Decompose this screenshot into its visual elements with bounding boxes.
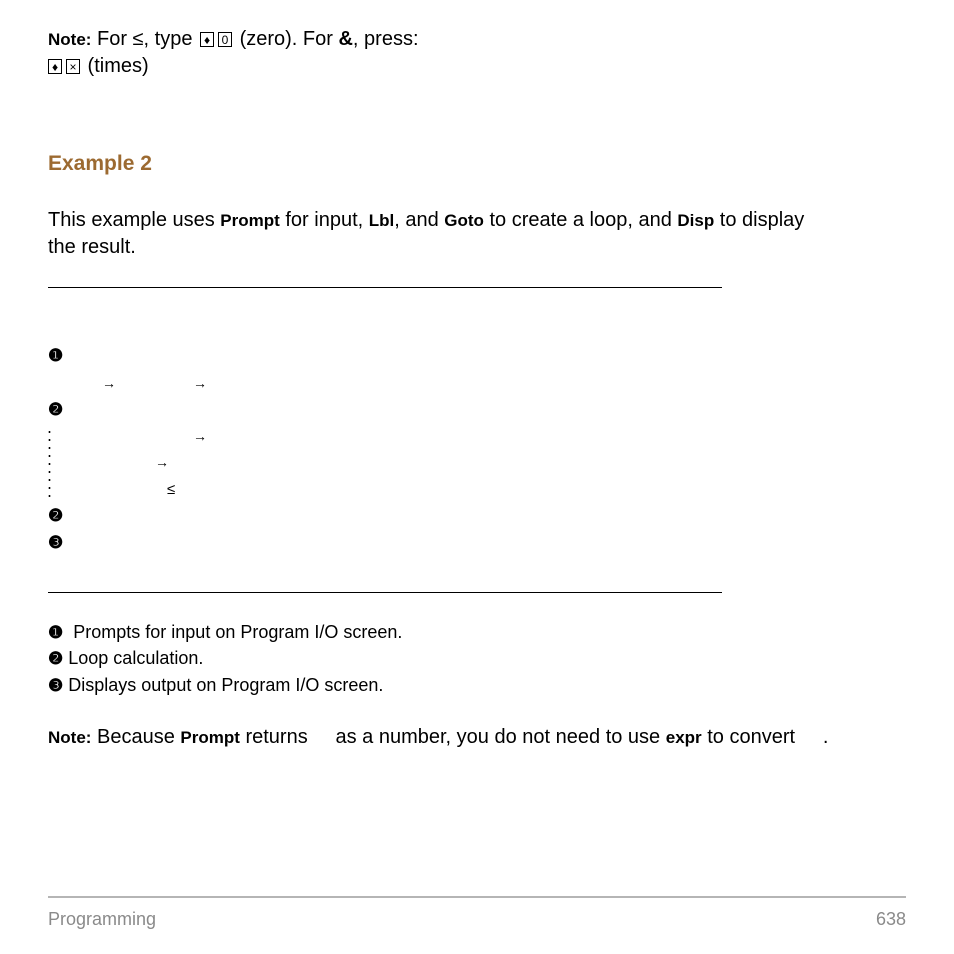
callout-marker-2: ❷ <box>48 400 64 419</box>
callout-legend-item <box>48 621 402 643</box>
callout-marker-3: ❸ <box>48 676 64 695</box>
bottom-note <box>48 724 828 751</box>
note-label: Note: <box>48 728 92 747</box>
callout-legend-item <box>48 647 203 669</box>
callout-text: Displays output on Program I/O screen. <box>68 675 384 695</box>
store-arrow-icon: → <box>155 454 169 470</box>
note-text: , press: <box>352 28 419 50</box>
top-note-line1 <box>48 26 419 53</box>
note-label: Note: <box>48 30 92 49</box>
page-number: 638 <box>875 909 906 929</box>
diamond-key-icon: ♦ <box>48 59 62 74</box>
store-arrow-icon: → <box>102 375 116 391</box>
intro-text: for input, <box>279 209 369 231</box>
top-note-line2 <box>46 53 149 79</box>
store-arrow-icon: → <box>193 428 207 444</box>
note-text: For ≤, type <box>91 28 199 50</box>
section-heading: Example 2 <box>48 152 152 175</box>
keyword-disp: Disp <box>677 211 715 230</box>
note-text: (zero). For <box>234 28 339 50</box>
intro-paragraph-line2: the result. <box>48 236 136 258</box>
callout-text: Loop calculation. <box>68 648 204 668</box>
callout-legend-item <box>48 674 383 696</box>
intro-text: , and <box>394 209 445 231</box>
note-text: returns as a number, you do not need to use <box>239 726 666 748</box>
intro-paragraph-line1 <box>48 207 804 234</box>
store-arrow-icon: → <box>193 375 207 391</box>
intro-text: This example uses <box>48 209 221 231</box>
less-equal-symbol: ≤ <box>167 481 176 498</box>
footer-section: Programming <box>48 909 157 929</box>
code-top-rule <box>48 287 722 288</box>
intro-text: to create a loop, and <box>483 209 678 231</box>
keyword-goto: Goto <box>444 211 484 230</box>
callout-marker-2: ❷ <box>48 649 64 668</box>
footer-rule <box>48 896 906 898</box>
diamond-key-icon: ♦ <box>200 32 214 47</box>
keyword-expr: expr <box>665 728 702 747</box>
ampersand-symbol: & <box>338 28 353 50</box>
callout-marker-2: ❷ <box>48 506 64 525</box>
callout-marker-3: ❸ <box>48 533 64 552</box>
callout-text: Prompts for input on Program I/O screen. <box>73 622 403 642</box>
times-key-icon: × <box>66 59 80 74</box>
callout-marker-1: ❶ <box>48 623 64 642</box>
keyword-prompt: Prompt <box>220 211 280 230</box>
note-text: to convert . <box>701 726 829 748</box>
zero-key-icon: 0 <box>218 32 232 47</box>
intro-text: to display <box>714 209 805 231</box>
keyword-lbl: Lbl <box>368 211 395 230</box>
note-text: Because <box>91 726 181 748</box>
loop-indent-guide <box>48 428 51 498</box>
code-bottom-rule <box>48 592 722 593</box>
keyword-prompt: Prompt <box>180 728 240 747</box>
note-text: (times) <box>82 55 149 77</box>
callout-marker-1: ❶ <box>48 346 64 365</box>
